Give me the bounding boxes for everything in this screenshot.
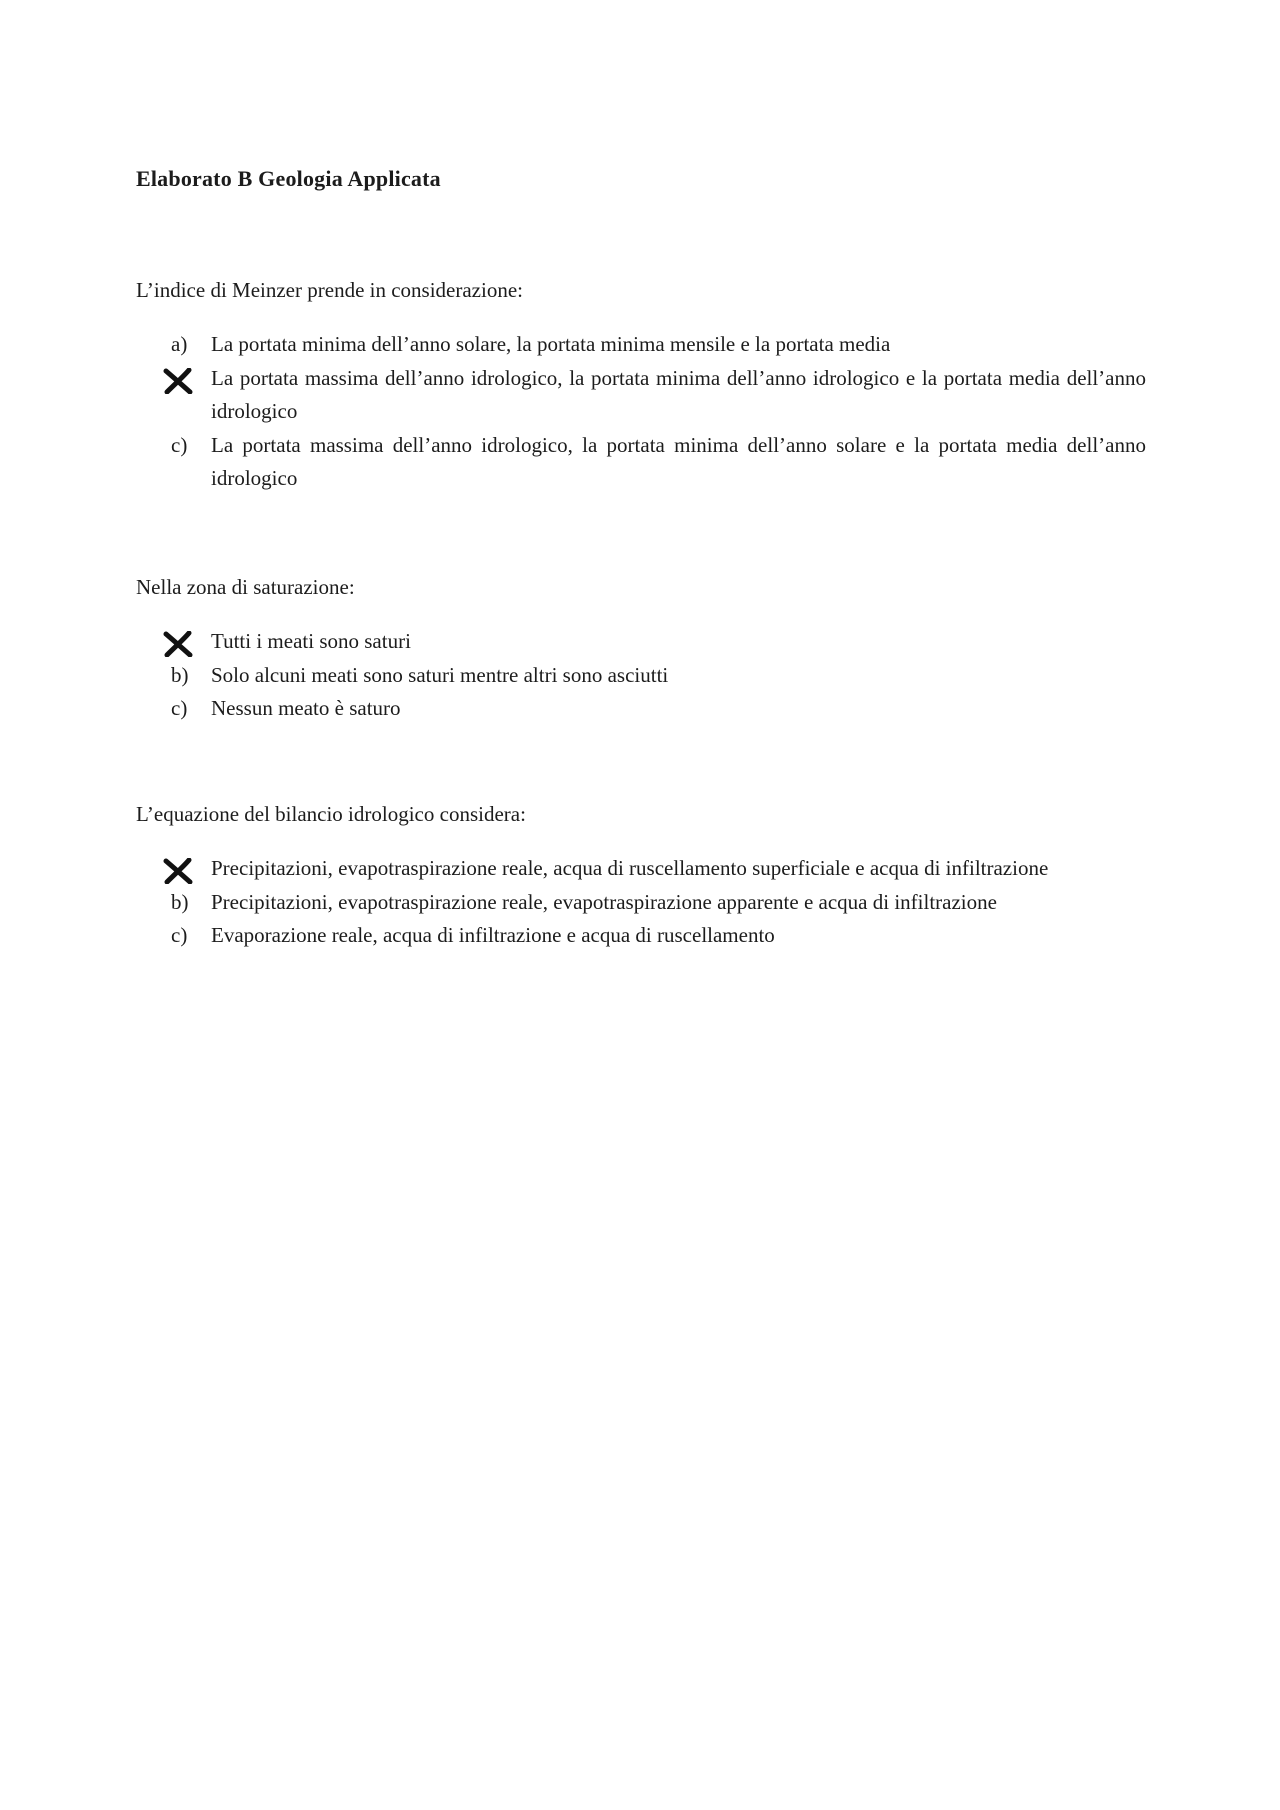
option-marker: c) (171, 432, 188, 457)
option-text: Precipitazioni, evapotraspirazione reale, evapotraspirazione apparente e acqua di infiltrazione (211, 889, 997, 914)
hand-drawn-cross-icon (163, 858, 193, 884)
question-1 (136, 276, 1146, 496)
option-c (136, 692, 1146, 726)
answer-options (136, 328, 1146, 496)
hand-drawn-cross-icon (163, 368, 193, 394)
question-text: L’indice di Meinzer prende in considerazione: (136, 278, 523, 302)
option-b (136, 659, 1146, 693)
option-a (136, 328, 1146, 362)
answer-options (136, 625, 1146, 726)
option-b (136, 362, 1146, 429)
option-text: La portata massima dell’anno idrologico, la portata minima dell’anno solare e la portata media dell’anno idrologico (211, 432, 1146, 490)
answer-options (136, 852, 1146, 953)
hand-drawn-cross-icon (163, 631, 193, 657)
option-c (136, 429, 1146, 496)
option-text: Nessun meato è saturo (211, 696, 401, 720)
option-text: Solo alcuni meati sono saturi mentre altri sono asciutti (211, 662, 669, 687)
option-marker: c) (171, 696, 188, 720)
option-marker: b) (171, 662, 189, 687)
option-text: La portata massima dell’anno idrologico, la portata minima dell’anno idrologico e la portata media dell’anno idrologico (211, 365, 1146, 423)
question-3 (136, 800, 1146, 953)
option-text: Evaporazione reale, acqua di infiltrazione e acqua di ruscellamento (211, 923, 775, 947)
option-a (136, 625, 1146, 659)
option-a (136, 852, 1146, 886)
question-2 (136, 573, 1146, 726)
question-text: Nella zona di saturazione: (136, 575, 355, 599)
option-text: Precipitazioni, evapotraspirazione reale, acqua di ruscellamento superficiale e acqua di infiltrazione (211, 856, 1049, 880)
option-b (136, 886, 1146, 920)
option-marker: c) (171, 923, 188, 947)
question-text: L’equazione del bilancio idrologico considera: (136, 802, 526, 826)
document-title: Elaborato B Geologia Applicata (136, 166, 441, 191)
option-text: Tutti i meati sono saturi (211, 629, 411, 653)
option-marker: a) (171, 332, 188, 356)
option-marker: b) (171, 889, 189, 914)
option-text: La portata minima dell’anno solare, la portata minima mensile e la portata media (211, 332, 891, 356)
option-c (136, 919, 1146, 953)
